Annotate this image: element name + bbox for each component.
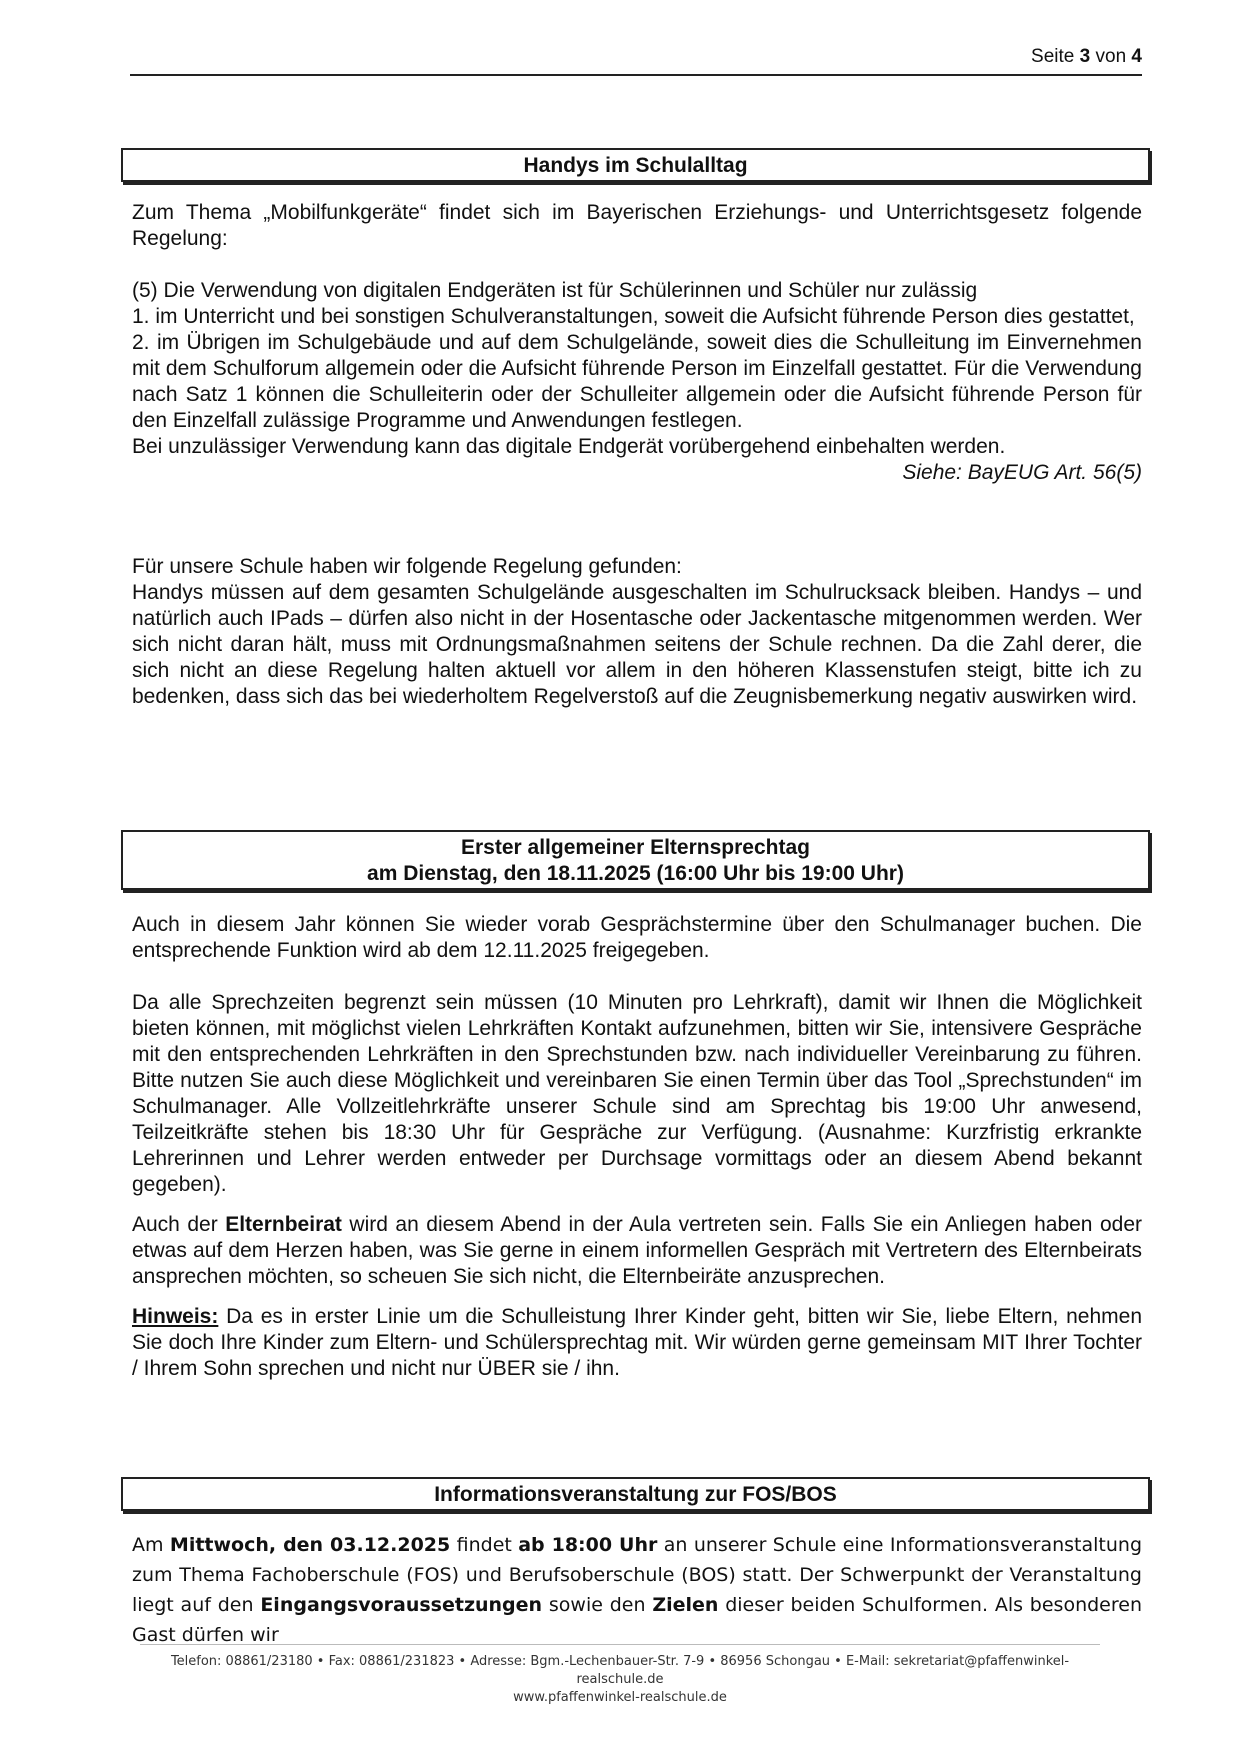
law-text-line: Bei unzulässiger Verwendung kann das digitale Endgerät vorübergehend einbehalten werden. <box>132 435 1006 458</box>
fos-bos-paragraph: Am Mittwoch, den 03.12.2025 findet ab 18:00 Uhr an unserer Schule eine Informationsveranstaltung zum Thema Fachoberschule (FOS) und Berufsoberschule (BOS) statt. Der Schwerpunkt der Veranstaltung liegt auf den Eingangsvoraussetzungen sowie den Zielen dieser beiden Schulformen. Als besonderen Gast dürfen wir <box>132 1534 1143 1646</box>
law-text-line: 2. im Übrigen im Schulgebäude und auf dem Schulgelände, soweit dies die Schulleitung im Einvernehmen mit dem Schulforum allgemein oder die Aufsicht führende Person im Einzelfall gestattet. Für die Verwendung nach Satz 1 können die Schulleiterin oder der Schulleiter allgemein oder die Aufsicht führende Person für den Einzelfall zulässige Programme und Anwendungen festlegen. <box>132 331 1142 432</box>
school-rule-intro: Für unsere Schule haben wir folgende Regelung gefunden: <box>132 555 682 578</box>
hint-label: Hinweis: <box>132 1305 219 1328</box>
intro-paragraph: Zum Thema „Mobilfunkgeräte“ findet sich im Bayerischen Erziehungs- und Unterrichtsgesetz folgende Regelung: <box>132 201 1142 250</box>
page-label: Seite <box>1031 46 1075 67</box>
section-title: Handys im Schulalltag <box>523 154 748 177</box>
section-heading-fos-bos <box>121 1477 1150 1511</box>
page-header <box>130 46 1142 76</box>
law-text-line: 1. im Unterricht und bei sonstigen Schulveranstaltungen, soweit die Aufsicht führende Person dies gestattet, <box>132 305 1135 328</box>
elternbeirat-paragraph: Auch der Elternbeirat wird an diesem Abend in der Aula vertreten sein. Falls Sie ein Anliegen haben oder etwas auf dem Herzen haben, was Sie gerne in einem informellen Gespräch mit Vertretern des Elternbeirats ansprechen möchten, so scheuen Sie sich nicht, die Elternbeiräte anzusprechen. <box>132 1213 1143 1288</box>
section-heading-handys <box>121 148 1150 182</box>
school-rule-paragraph: Handys müssen auf dem gesamten Schulgelände ausgeschalten im Schulrucksack bleiben. Handys – und natürlich auch IPads – dürfen also nicht in der Hosentasche oder Jackentasche mitgenommen werden. Wer sich nicht daran hält, muss mit Ordnungsmaßnahmen seitens der Schule rechnen. Da die Zahl derer, die sich nicht an diese Regelung halten aktuell vor allem in den höheren Klassenstufen steigt, bitte ich zu bedenken, dass sich das bei wiederholtem Regelverstoß auf die Zeugnisbemerkung negativ auswirken wird. <box>132 581 1142 708</box>
law-source: Siehe: BayEUG Art. 56(5) <box>902 461 1142 484</box>
footer-website: www.pfaffenwinkel-realschule.de <box>513 1690 727 1705</box>
page-footer <box>140 1644 1100 1707</box>
paragraph: Auch in diesem Jahr können Sie wieder vorab Gesprächstermine über den Schulmanager buchen. Die entsprechende Funktion wird ab dem 12.11.2025 freigegeben. <box>132 913 1142 962</box>
section-elternsprechtag-body <box>132 912 1142 1382</box>
footer-contact: Telefon: 08861/23180 • Fax: 08861/231823 • Adresse: Bgm.-Lechenbauer-Str. 7-9 • 86956 Schongau • E-Mail: sekretariat@pfaffenwinkel-realschule.de <box>170 1654 1070 1687</box>
page-total: 4 <box>1131 46 1142 67</box>
page-of: von <box>1095 46 1127 67</box>
section-fos-bos-body <box>132 1530 1142 1650</box>
section-heading-elternsprechtag <box>121 830 1150 890</box>
hint-paragraph: Hinweis: Da es in erster Linie um die Schulleistung Ihrer Kinder geht, bitten wir Sie, liebe Eltern, nehmen Sie doch Ihre Kinder zum Eltern- und Schülersprechtag mit. Wir würden gerne gemeinsam MIT Ihrer Tochter / Ihrem Sohn sprechen und nicht nur ÜBER sie / ihn. <box>132 1305 1142 1380</box>
section-handys-body <box>132 200 1142 710</box>
section-title: Informationsveranstaltung zur FOS/BOS <box>434 1483 837 1506</box>
section-subtitle: am Dienstag, den 18.11.2025 (16:00 Uhr bis 19:00 Uhr) <box>367 862 904 885</box>
law-text-line: (5) Die Verwendung von digitalen Endgeräten ist für Schülerinnen und Schüler nur zulässig <box>132 279 978 302</box>
paragraph: Da alle Sprechzeiten begrenzt sein müssen (10 Minuten pro Lehrkraft), damit wir Ihnen die Möglichkeit bieten können, mit möglichst vielen Lehrkräften Kontakt aufzunehmen, bitten wir Sie, intensivere Gespräche mit den entsprechenden Lehrkräften in den Sprechstunden bzw. nach individueller Vereinbarung zu führen. Bitte nutzen Sie auch diese Möglichkeit und vereinbaren Sie einen Termin über das Tool „Sprechstunden“ im Schulmanager. Alle Vollzeitlehrkräfte unserer Schule sind am Sprechtag bis 19:00 Uhr anwesend, Teilzeitkräfte stehen bis 18:30 Uhr für Gespräche zur Verfügung. (Ausnahme: Kurzfristig erkrankte Lehrerinnen und Lehrer werden entweder per Durchsage vormittags oder an diesem Abend bekannt gegeben). <box>132 991 1142 1196</box>
page-current: 3 <box>1079 46 1091 67</box>
elternbeirat-bold: Elternbeirat <box>225 1213 342 1236</box>
section-title: Erster allgemeiner Elternsprechtag <box>461 836 810 859</box>
